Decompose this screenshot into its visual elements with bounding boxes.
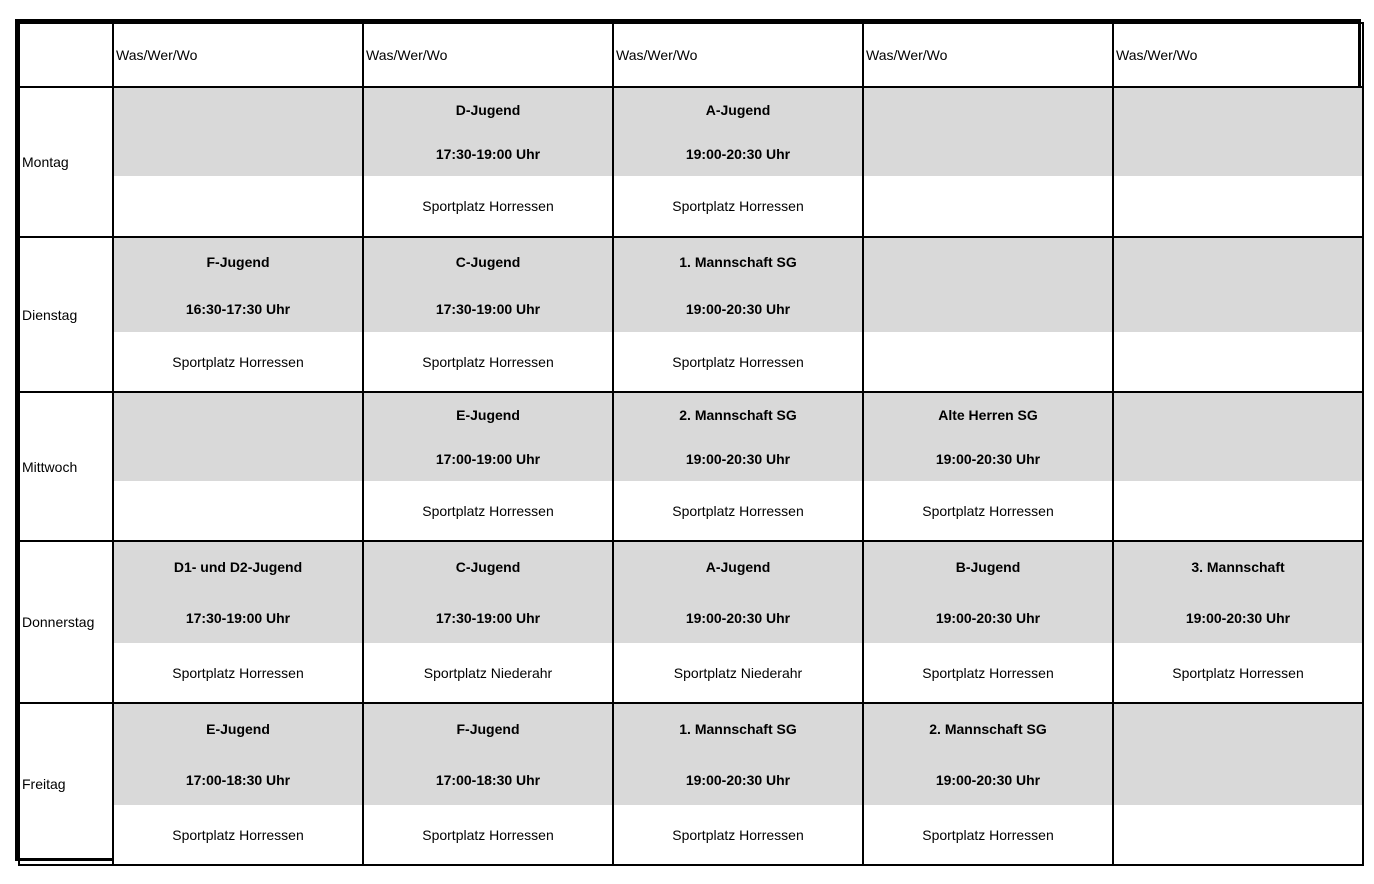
- team-name: F-Jugend: [206, 253, 270, 270]
- team-name: Alte Herren SG: [938, 407, 1038, 423]
- team-name: E-Jugend: [456, 407, 520, 423]
- slot-header: [614, 542, 862, 643]
- day-label: Mittwoch: [19, 392, 113, 541]
- column-header: Was/Wer/Wo: [113, 23, 363, 87]
- training-time: 17:00-18:30 Uhr: [435, 771, 541, 788]
- slot-header: [114, 238, 362, 332]
- training-location: Sportplatz Horressen: [864, 805, 1112, 864]
- training-location: [114, 176, 362, 236]
- slot-header: [864, 542, 1112, 643]
- training-location: Sportplatz Niederahr: [614, 643, 862, 702]
- team-name: A-Jugend: [705, 102, 771, 118]
- training-time: 19:00-20:30 Uhr: [935, 609, 1041, 626]
- team-name: C-Jugend: [455, 253, 521, 270]
- training-location: [1114, 176, 1362, 236]
- schedule-slot: [863, 541, 1113, 703]
- schedule-slot: [613, 703, 863, 865]
- training-location: Sportplatz Horressen: [364, 481, 612, 540]
- schedule-slot: [613, 237, 863, 392]
- training-time: 19:00-20:30 Uhr: [935, 451, 1041, 467]
- slot-header: [114, 393, 362, 481]
- schedule-slot: [113, 703, 363, 865]
- slot-header: [1114, 238, 1362, 332]
- schedule-slot: [1113, 541, 1363, 703]
- schedule-slot: [363, 237, 613, 392]
- team-name: 2. Mannschaft SG: [929, 721, 1047, 738]
- schedule-table: [18, 22, 1364, 866]
- training-location: Sportplatz Horressen: [614, 805, 862, 864]
- schedule-slot: [613, 392, 863, 541]
- schedule-slot: [863, 392, 1113, 541]
- corner-cell: [19, 23, 113, 87]
- team-name: 3. Mannschaft: [1191, 559, 1285, 576]
- training-location: Sportplatz Horressen: [1114, 643, 1362, 702]
- team-name: D1- und D2-Jugend: [173, 559, 303, 576]
- team-name: D-Jugend: [455, 102, 521, 118]
- training-location: Sportplatz Horressen: [614, 176, 862, 236]
- training-location: Sportplatz Niederahr: [364, 643, 612, 702]
- training-location: [864, 332, 1112, 391]
- team-name: 1. Mannschaft SG: [679, 721, 797, 738]
- team-name: F-Jugend: [456, 721, 520, 738]
- training-location: [864, 176, 1112, 236]
- schedule-slot: [363, 87, 613, 237]
- training-time: 19:00-20:30 Uhr: [685, 451, 791, 467]
- training-time: 17:30-19:00 Uhr: [435, 300, 541, 317]
- schedule-slot: [363, 541, 613, 703]
- training-time: 19:00-20:30 Uhr: [685, 771, 791, 788]
- training-location: Sportplatz Horressen: [114, 332, 362, 391]
- schedule-slot: [363, 392, 613, 541]
- team-name: 2. Mannschaft SG: [679, 407, 797, 423]
- day-row-montag: [19, 87, 1363, 237]
- schedule-slot: [113, 392, 363, 541]
- slot-header: [864, 88, 1112, 176]
- training-location: Sportplatz Horressen: [614, 481, 862, 540]
- slot-header: [114, 88, 362, 176]
- column-header: Was/Wer/Wo: [363, 23, 613, 87]
- training-location: Sportplatz Horressen: [364, 805, 612, 864]
- slot-header: [1114, 542, 1362, 643]
- training-location: Sportplatz Horressen: [864, 643, 1112, 702]
- training-time: 16:30-17:30 Uhr: [185, 300, 291, 317]
- training-location: Sportplatz Horressen: [864, 481, 1112, 540]
- training-location: [1114, 481, 1362, 540]
- slot-header: [614, 393, 862, 481]
- training-time: 17:00-19:00 Uhr: [435, 451, 541, 467]
- schedule-slot: [1113, 237, 1363, 392]
- day-label: Freitag: [19, 703, 113, 865]
- slot-header: [614, 704, 862, 805]
- training-time: 19:00-20:30 Uhr: [935, 771, 1041, 788]
- slot-header: [864, 238, 1112, 332]
- day-label: Dienstag: [19, 237, 113, 392]
- schedule-slot: [863, 703, 1113, 865]
- column-header: Was/Wer/Wo: [613, 23, 863, 87]
- training-location: [114, 481, 362, 540]
- team-name: C-Jugend: [455, 559, 521, 576]
- day-row-donnerstag: [19, 541, 1363, 703]
- training-time: 19:00-20:30 Uhr: [685, 146, 791, 162]
- schedule-slot: [363, 703, 613, 865]
- slot-header: [864, 704, 1112, 805]
- training-location: Sportplatz Horressen: [114, 643, 362, 702]
- slot-header: [1114, 393, 1362, 481]
- schedule-slot: [863, 237, 1113, 392]
- day-label: Montag: [19, 87, 113, 237]
- schedule-slot: [1113, 87, 1363, 237]
- column-header: Was/Wer/Wo: [1113, 23, 1363, 87]
- slot-header: [364, 88, 612, 176]
- schedule-slot: [863, 87, 1113, 237]
- slot-header: [1114, 88, 1362, 176]
- schedule-slot: [613, 541, 863, 703]
- team-name: B-Jugend: [955, 559, 1021, 576]
- training-time: 19:00-20:30 Uhr: [1185, 609, 1291, 626]
- slot-header: [1114, 704, 1362, 805]
- training-location: Sportplatz Horressen: [114, 805, 362, 864]
- slot-header: [614, 88, 862, 176]
- training-time: 17:00-18:30 Uhr: [185, 771, 291, 788]
- training-location: Sportplatz Horressen: [364, 176, 612, 236]
- schedule-slot: [113, 87, 363, 237]
- column-header: Was/Wer/Wo: [863, 23, 1113, 87]
- schedule-slot: [613, 87, 863, 237]
- slot-header: [364, 542, 612, 643]
- schedule-slot: [1113, 703, 1363, 865]
- slot-header: [614, 238, 862, 332]
- training-schedule: [15, 19, 1361, 861]
- slot-header: [364, 393, 612, 481]
- training-time: 17:30-19:00 Uhr: [435, 146, 541, 162]
- header-row: [19, 23, 1363, 87]
- training-location: Sportplatz Horressen: [364, 332, 612, 391]
- schedule-slot: [113, 237, 363, 392]
- training-location: [1114, 332, 1362, 391]
- day-row-dienstag: [19, 237, 1363, 392]
- training-time: 19:00-20:30 Uhr: [685, 300, 791, 317]
- day-row-mittwoch: [19, 392, 1363, 541]
- team-name: 1. Mannschaft SG: [679, 253, 797, 270]
- schedule-slot: [1113, 392, 1363, 541]
- schedule-slot: [113, 541, 363, 703]
- training-time: 17:30-19:00 Uhr: [435, 609, 541, 626]
- training-location: Sportplatz Horressen: [614, 332, 862, 391]
- day-row-freitag: [19, 703, 1363, 865]
- slot-header: [114, 704, 362, 805]
- team-name: E-Jugend: [206, 721, 270, 738]
- team-name: A-Jugend: [705, 559, 771, 576]
- slot-header: [114, 542, 362, 643]
- slot-header: [364, 704, 612, 805]
- training-time: 17:30-19:00 Uhr: [185, 609, 291, 626]
- training-time: 19:00-20:30 Uhr: [685, 609, 791, 626]
- slot-header: [864, 393, 1112, 481]
- slot-header: [364, 238, 612, 332]
- training-location: [1114, 805, 1362, 864]
- day-label: Donnerstag: [19, 541, 113, 703]
